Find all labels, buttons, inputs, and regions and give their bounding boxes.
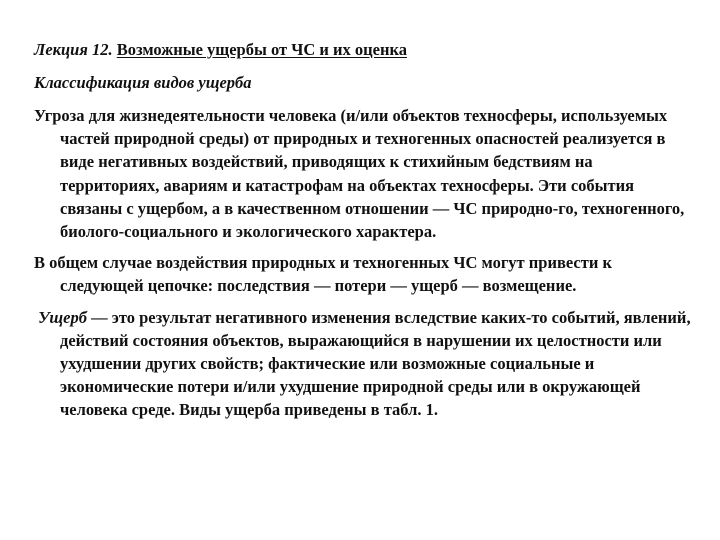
definition-text: — это результат негативного изменения вследствие каких-то событий, явлений, действий состояния объектов, выражающийся в нарушении их целостности или ухудшении других свойств; фактические или возможные социальные и экономические потери и/или ухудшение природной среды или в окружающей человека среде. Виды ущерба приведены в табл. 1. [60,307,691,420]
paragraph-definition [34,306,692,422]
paragraph-chain: В общем случае воздействия природных и техногенных ЧС могут привести к следующей цепочке: последствия — потери — ущерб — возмещение. [34,253,612,296]
definition-term: Ущерб [38,307,87,327]
paragraph-threat: Угроза для жизнедеятельности человека (и/или объектов техносферы, используемых частей природной среды) от природных и техногенных опасностей реализуется в виде негативных воздействий, приводящих к стихийным бедствиям на территориях, авариям и катастрофам на объектах техносферы. Эти события связаны с ущербом, а в качественном отношении — ЧС природно-го, техногенного, биолого-социального и экологического характера. [34,106,685,242]
lecture-topic: Возможные ущербы от ЧС и их оценка [116,40,408,59]
lecture-number: Лекция 12. [34,40,113,59]
section-subtitle: Классификация видов ущерба [34,73,252,92]
page-title [34,38,692,61]
